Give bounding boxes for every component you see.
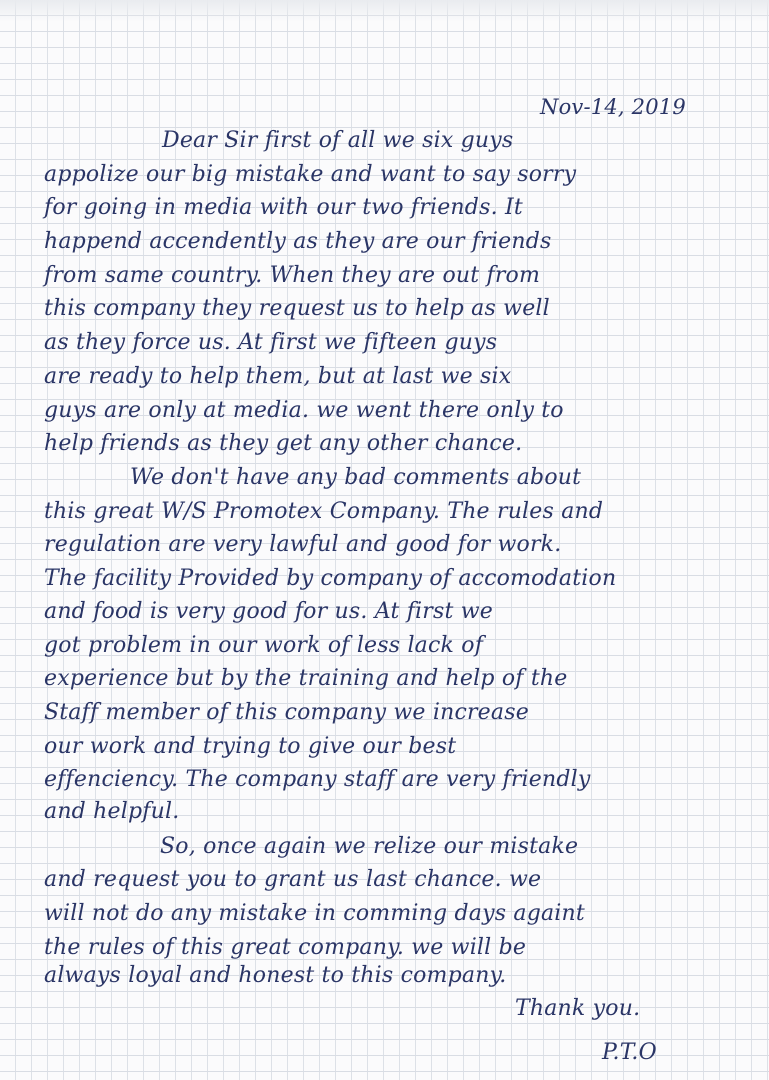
letter-line: and food is very good for us. At first we [44, 599, 493, 624]
letter-line: and helpful. [44, 799, 180, 824]
letter-date: Nov-14, 2019 [540, 95, 686, 119]
letter-line: this great W/S Promotex Company. The rules and [44, 499, 604, 524]
page-top-shade [0, 0, 769, 22]
letter-line: effenciency. The company staff are very friendly [44, 767, 591, 792]
letter-line: and request you to grant us last chance. we [44, 867, 542, 892]
pto-note: P.T.O [602, 1040, 657, 1065]
letter-line: Dear Sir first of all we six guys [162, 128, 514, 153]
letter-line: the rules of this great company. we will be [44, 935, 527, 960]
letter-line: our work and trying to give our best [44, 734, 457, 759]
letter-line: are ready to help them, but at last we six [44, 364, 512, 389]
letter-line: help friends as they get any other chance. [44, 431, 523, 456]
letter-line: Staff member of this company we increase [44, 700, 529, 725]
letter-line: We don't have any bad comments about [130, 465, 582, 490]
letter-line: regulation are very lawful and good for work. [44, 532, 562, 557]
letter-line: will not do any mistake in comming days againt [44, 901, 585, 926]
letter-line: happend accendently as they are our friends [44, 229, 552, 254]
letter-line: experience but by the training and help of the [44, 666, 568, 691]
letter-line: guys are only at media. we went there only to [44, 398, 564, 423]
letter-line: as they force us. At first we fifteen guys [44, 330, 498, 355]
letter-line: this company they request us to help as well [44, 296, 550, 321]
letter-line: always loyal and honest to this company. [44, 963, 507, 988]
letter-line: So, once again we relize our mistake [160, 834, 579, 859]
letter-line: for going in media with our two friends. It [44, 195, 523, 220]
letter-line: The facility Provided by company of accomodation [44, 566, 617, 591]
letter-line: from same country. When they are out from [44, 263, 541, 288]
closing-thank-you: Thank you. [515, 996, 641, 1021]
letter-line: appolize our big mistake and want to say sorry [44, 162, 577, 187]
letter-line: got problem in our work of less lack of [44, 633, 484, 658]
